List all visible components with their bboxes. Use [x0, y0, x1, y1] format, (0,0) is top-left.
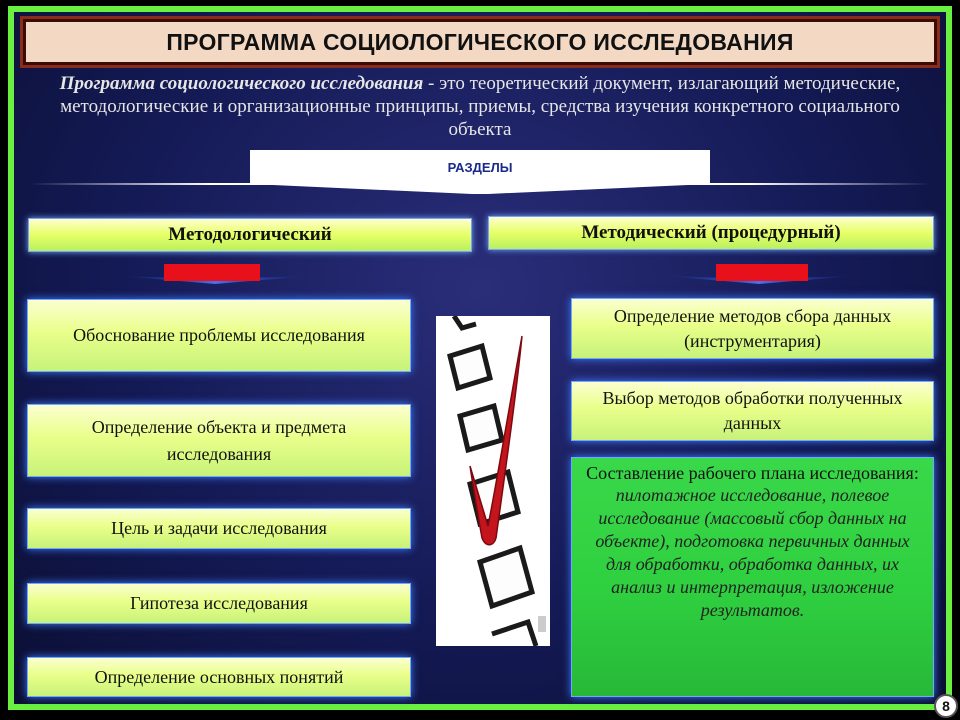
methodical-heading: Методический (процедурный) — [488, 216, 934, 250]
definition-term: Программа социологического исследования — [59, 73, 424, 94]
methodological-heading: Методологический — [28, 218, 472, 252]
left-item-5: Определение основных понятий — [27, 657, 411, 697]
work-plan-title: Составление рабочего плана исследования: — [586, 463, 919, 483]
left-item-1: Обоснование проблемы исследования — [27, 299, 411, 372]
left-item-2: Определение объекта и предмета исследования — [27, 404, 411, 477]
definition-text — [40, 72, 920, 141]
arrow-down-icon — [664, 262, 854, 286]
checklist-picture — [436, 316, 550, 646]
sections-tab — [250, 150, 710, 194]
definition-body: - это теоретический документ, излагающий методические, методологические и организационные принципы, приемы, средства изучения конкретного социального объекта — [60, 73, 901, 140]
left-item-3: Цель и задачи исследования — [27, 508, 411, 549]
right-item-2: Выбор методов обработки полученных данных — [571, 381, 934, 441]
left-item-4: Гипотеза исследования — [27, 583, 411, 624]
slide-title: ПРОГРАММА СОЦИОЛОГИЧЕСКОГО ИССЛЕДОВАНИЯ — [20, 16, 940, 68]
page-number: 8 — [934, 694, 958, 718]
sections-label: РАЗДЕЛЫ — [447, 160, 513, 175]
checklist-checkmark-icon — [436, 316, 550, 646]
work-plan-detail: пилотажное исследование, полевое исследование (массовый сбор данных на объекте), подготовка первичных данных для обработки, обработка данных, их анализ и интерпретация, изложение результатов. — [595, 485, 910, 620]
arrow-down-icon — [120, 262, 310, 286]
right-item-1: Определение методов сбора данных (инструментария) — [571, 298, 934, 359]
work-plan-box — [571, 457, 934, 697]
